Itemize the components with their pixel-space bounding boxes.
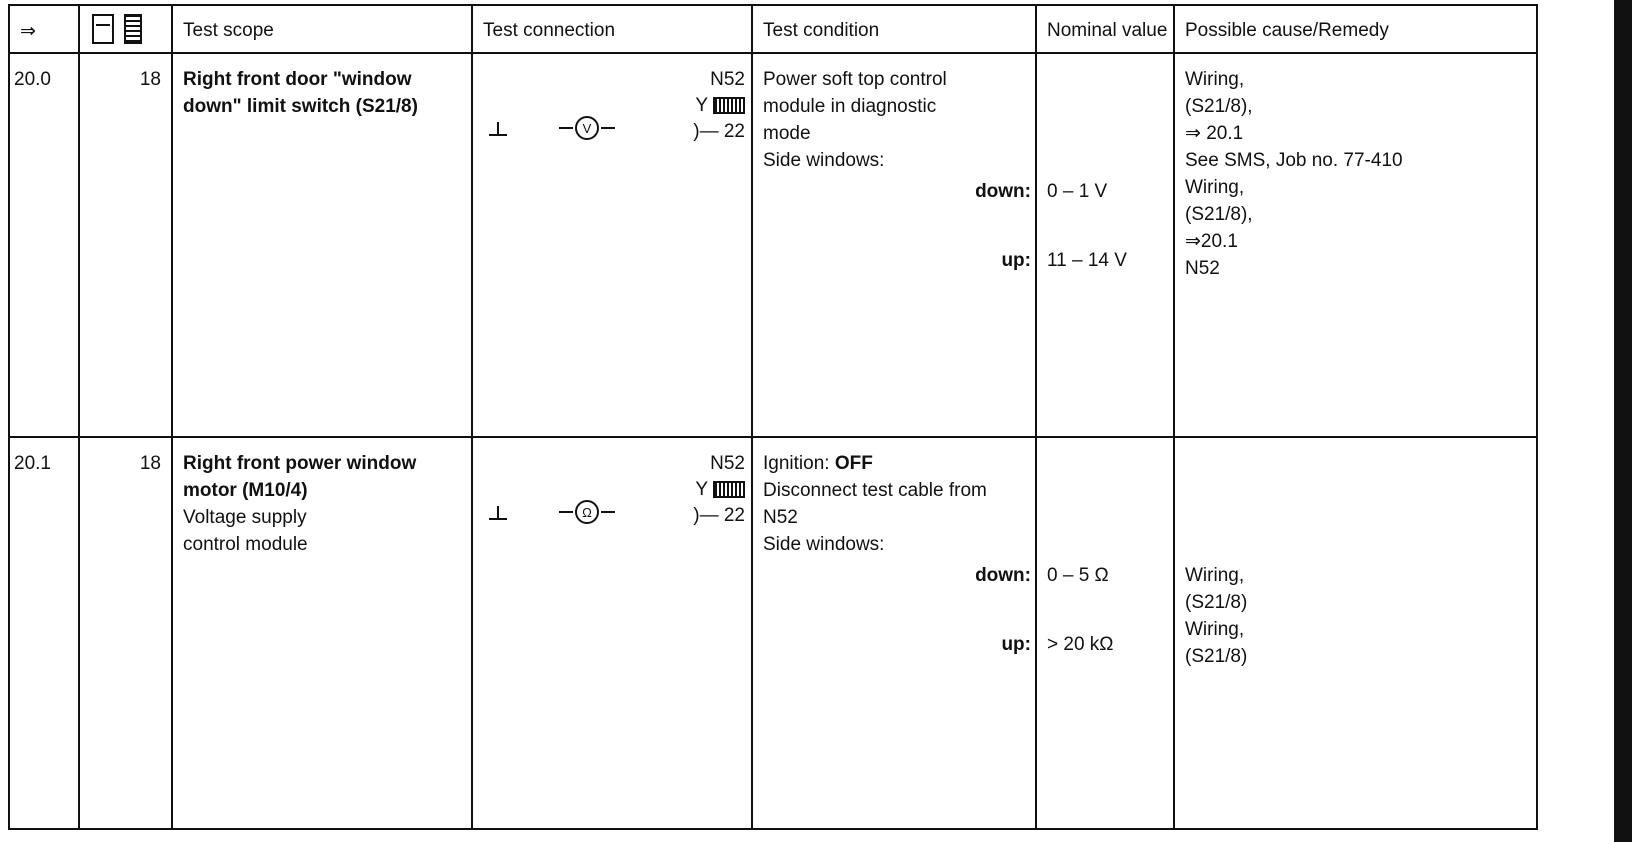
remedy-line: (S21/8) [1185, 592, 1248, 613]
handheld-icon [124, 14, 142, 44]
header-icons [79, 5, 172, 53]
condition-line: mode [763, 123, 811, 144]
nominal-value [1036, 53, 1174, 437]
nominal-down: 0 – 1 V [1047, 181, 1108, 202]
nominal-up: 11 – 14 V [1047, 250, 1127, 271]
remedy-line: Wiring, [1185, 619, 1245, 640]
header-test-condition: Test condition [752, 5, 1036, 53]
remedy-line: Wiring, [1185, 69, 1245, 90]
condition-line: Side windows: [763, 534, 885, 555]
scope-detail: Voltage supply [183, 507, 307, 528]
header-arrow: ⇒ [9, 5, 79, 53]
test-scope [172, 53, 472, 437]
header-test-connection: Test connection [472, 5, 752, 53]
header-row [9, 5, 1537, 53]
header-remedy: Possible cause/Remedy [1174, 5, 1537, 53]
remedy-line: (S21/8) [1185, 646, 1248, 667]
ignition-value: OFF [834, 453, 873, 474]
connection-module: N52 [710, 69, 745, 90]
test-code: 18 [79, 53, 172, 437]
condition-line: Disconnect test cable from [763, 480, 987, 501]
nominal-up: > 20 kΩ [1047, 634, 1114, 655]
ground-icon [489, 506, 507, 520]
remedy-line: N52 [1185, 258, 1220, 279]
test-condition [752, 53, 1036, 437]
header-test-scope: Test scope [172, 5, 472, 53]
voltmeter-icon [559, 116, 615, 140]
remedy-line: See SMS, Job no. 77-410 [1185, 150, 1403, 171]
connection-y-label: Y [695, 479, 708, 500]
connection-pin: )— 22 [693, 505, 745, 526]
condition-line: Side windows: [763, 150, 885, 171]
remedy-line: Wiring, [1185, 565, 1245, 586]
right-edge-bar [1614, 0, 1632, 842]
table-row [9, 437, 1537, 829]
pin-number: 22 [723, 121, 745, 142]
test-code: 18 [79, 437, 172, 829]
remedy-line: (S21/8), [1185, 204, 1253, 225]
test-connection [472, 53, 752, 437]
ohmmeter-icon [559, 500, 615, 524]
diagnostic-table-wrapper [8, 4, 1536, 830]
connection-y [695, 476, 745, 503]
connection-y-label: Y [695, 95, 708, 116]
remedy-line: ⇒20.1 [1185, 231, 1238, 252]
remedy-line: Wiring, [1185, 177, 1245, 198]
ground-icon [489, 122, 507, 136]
meter-symbol: Ω [575, 500, 599, 524]
condition-down-label: down: [975, 181, 1031, 202]
diagnostic-table [8, 4, 1538, 830]
nominal-down: 0 – 5 Ω [1047, 565, 1109, 586]
condition-ignition [753, 450, 1035, 477]
condition-line: N52 [763, 507, 798, 528]
keypad-icon [713, 97, 745, 114]
test-condition [752, 437, 1036, 829]
step-number: 20.1 [9, 437, 79, 829]
remedy-line: ⇒ 20.1 [1185, 123, 1244, 144]
step-number: 20.0 [9, 53, 79, 437]
connection-y [695, 92, 745, 119]
test-connection [472, 437, 752, 829]
condition-line: module in diagnostic [763, 96, 937, 117]
ignition-label: Ignition: [763, 453, 830, 474]
scope-title: Right front power window motor (M10/4) [183, 453, 417, 501]
condition-line: Power soft top control [763, 69, 947, 90]
connection-module: N52 [710, 453, 745, 474]
condition-up-label: up: [1001, 250, 1031, 271]
nominal-value [1036, 437, 1174, 829]
possible-cause-remedy [1174, 437, 1537, 829]
connection-pin: )— 22 [693, 121, 745, 142]
scope-detail: control module [183, 534, 308, 555]
possible-cause-remedy [1174, 53, 1537, 437]
condition-up-label: up: [1001, 634, 1031, 655]
tester-icon [92, 14, 114, 44]
scope-title: Right front door "window down" limit switch (S21/8) [183, 69, 418, 117]
keypad-icon [713, 481, 745, 498]
header-nominal-value: Nominal value [1036, 5, 1174, 53]
test-scope [172, 437, 472, 829]
pin-number: 22 [723, 505, 745, 526]
meter-symbol: V [575, 116, 599, 140]
remedy-line: (S21/8), [1185, 96, 1253, 117]
table-row [9, 53, 1537, 437]
condition-down-label: down: [975, 565, 1031, 586]
